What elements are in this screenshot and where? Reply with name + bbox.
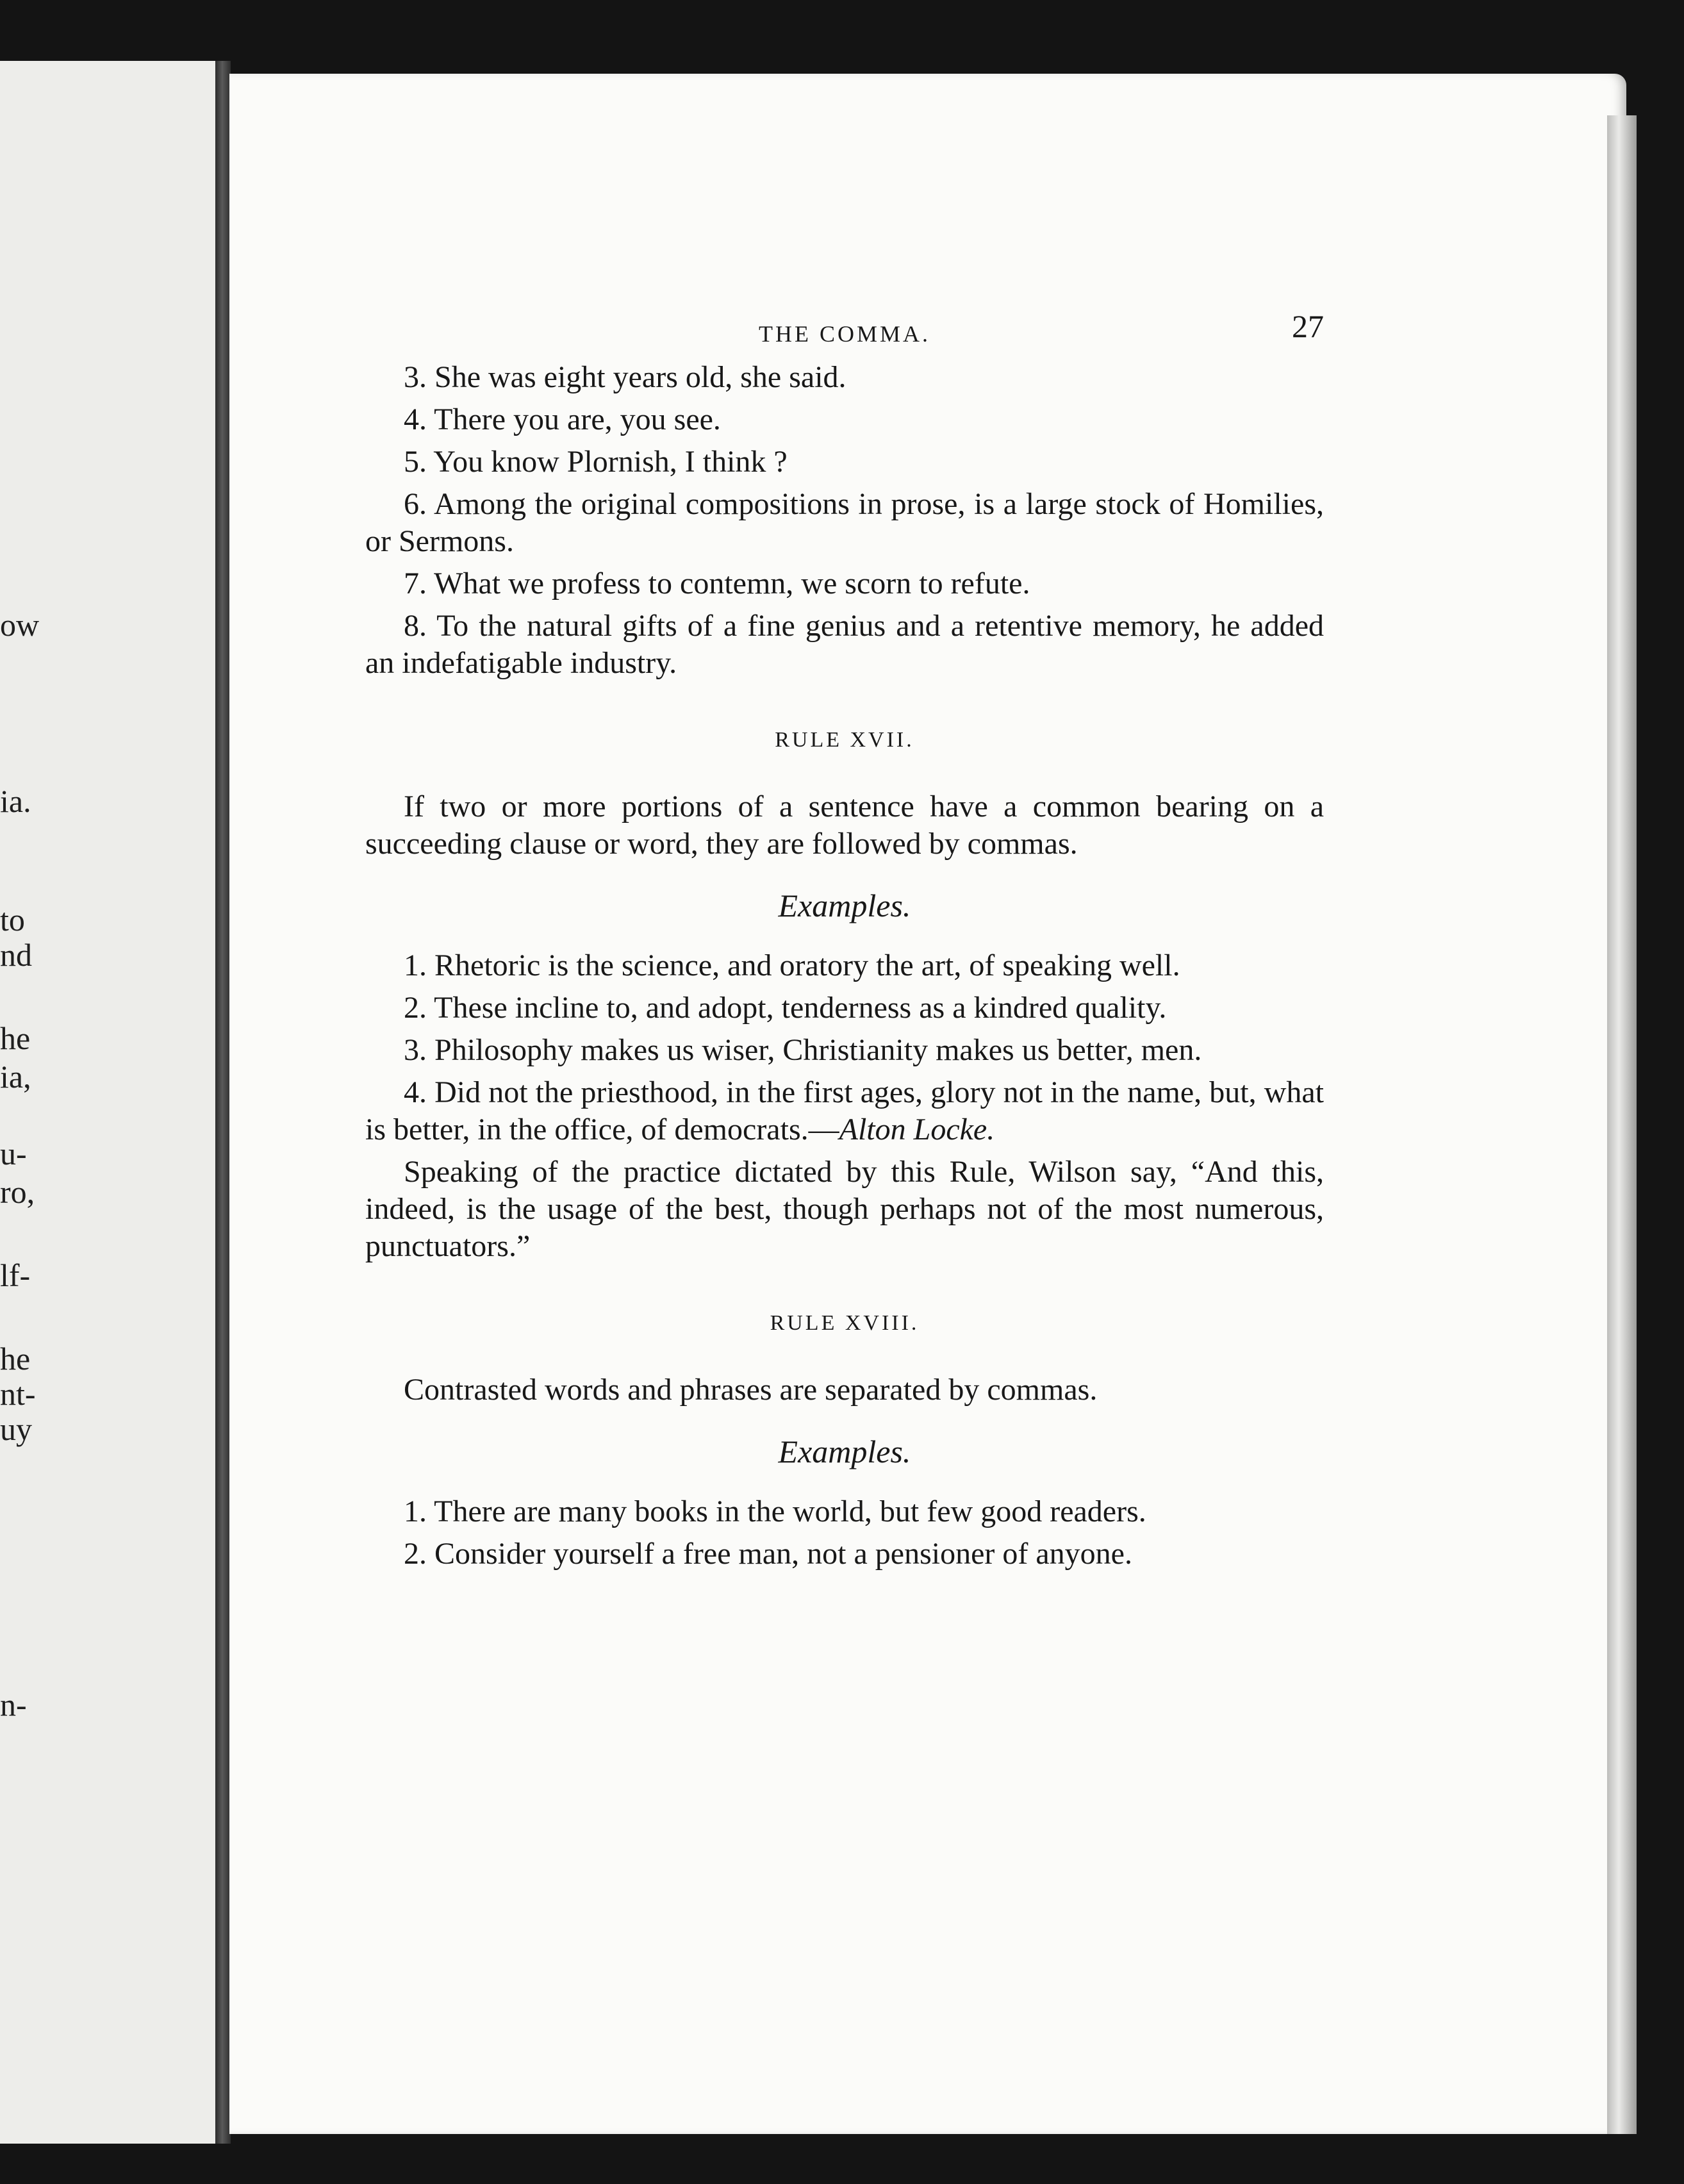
example-item: 1. There are many books in the world, but few good readers. — [404, 1494, 1146, 1528]
example-item — [365, 1074, 1324, 1148]
fringe-text: n- — [0, 1687, 27, 1723]
example-source: Alton Locke. — [839, 1113, 995, 1146]
example-item: 2. These incline to, and adopt, tenderness as a kindred quality. — [404, 991, 1167, 1025]
example-item: 4. There you are, you see. — [404, 402, 721, 436]
chapter-title: THE COMMA. — [758, 321, 930, 347]
rule-text: Contrasted words and phrases are separated by commas. — [404, 1373, 1098, 1407]
left-page — [0, 61, 221, 2144]
example-item: 3. She was eight years old, she said. — [404, 360, 846, 394]
example-item: 5. You know Plornish, I think ? — [404, 445, 788, 479]
page-edge — [1607, 115, 1637, 2134]
fringe-text: nt- — [0, 1376, 36, 1412]
example-item: 8. To the natural gifts of a fine genius and a retentive memory, he added an indefatigable industry. — [365, 609, 1324, 680]
example-item: 1. Rhetoric is the science, and oratory the art, of speaking well. — [404, 948, 1180, 982]
examples-heading: Examples. — [778, 1434, 911, 1469]
fringe-text: to — [0, 902, 25, 938]
fringe-text: ia, — [0, 1059, 31, 1095]
fringe-text: ow — [0, 607, 40, 643]
page-content — [365, 308, 1324, 1578]
fringe-text: he — [0, 1341, 31, 1377]
fringe-text: he — [0, 1020, 31, 1056]
rule-note: Speaking of the practice dictated by this Rule, Wilson say, “And this, indeed, is the usage of the best, though perhaps not of the most numerous, punctuators.” — [365, 1155, 1324, 1263]
rule-text: If two or more portions of a sentence have a common bearing on a succeeding clause or word, they are followed by commas. — [365, 790, 1324, 861]
book-gutter — [215, 61, 231, 2144]
fringe-text: nd — [0, 937, 32, 973]
rule-heading: RULE XVII. — [775, 728, 914, 752]
examples-heading: Examples. — [778, 888, 911, 923]
fringe-text: uy — [0, 1411, 32, 1447]
example-item: 2. Consider yourself a free man, not a pensioner of anyone. — [404, 1537, 1132, 1571]
fringe-text: ro, — [0, 1174, 35, 1210]
fringe-text: lf- — [0, 1257, 31, 1293]
example-text: 4. Did not the priesthood, in the first ages, glory not in the name, but, what is better, in the office, of democrats.— — [365, 1075, 1324, 1146]
example-item: 3. Philosophy makes us wiser, Christianity makes us better, men. — [404, 1033, 1202, 1067]
page-number: 27 — [1292, 308, 1324, 344]
fringe-text: ia. — [0, 783, 31, 819]
rule-heading: RULE XVIII. — [770, 1311, 920, 1335]
example-item: 6. Among the original compositions in prose, is a large stock of Homilies, or Sermons. — [365, 487, 1324, 558]
fringe-text: u- — [0, 1136, 27, 1171]
example-item: 7. What we profess to contemn, we scorn to refute. — [404, 567, 1030, 600]
running-head — [365, 308, 1324, 359]
